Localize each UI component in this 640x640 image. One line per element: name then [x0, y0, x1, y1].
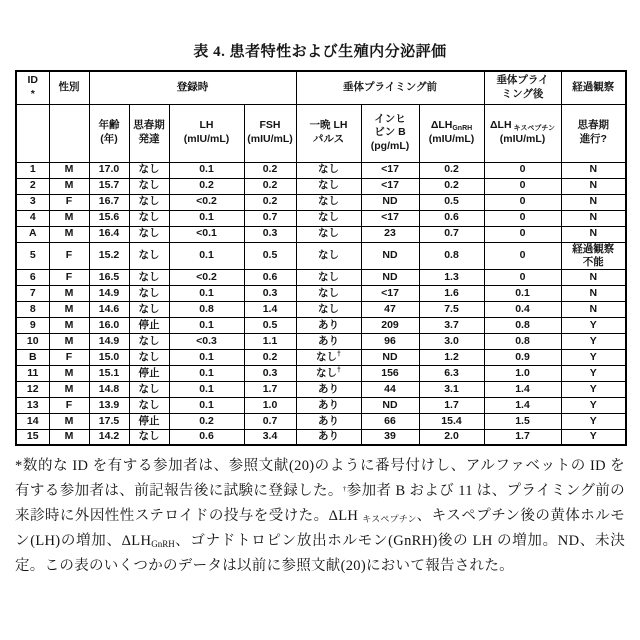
col-header-inhibin-b: インヒ ビン B (pg/mL) [361, 104, 419, 162]
cell-inhibin-b: ND [361, 242, 419, 269]
cell-fsh: 3.4 [244, 429, 296, 445]
cell-pubertal-progression: Y [561, 381, 626, 397]
cell-dlh-kisspeptin: 0 [484, 242, 561, 269]
cell-sex: M [49, 317, 89, 333]
cell-dlh-gnrh: 1.2 [419, 349, 484, 365]
cell-sex: F [49, 349, 89, 365]
dlh-gnrh-symbol: ΔLH [430, 119, 453, 132]
cell-age: 16.4 [89, 226, 129, 242]
cell-fsh: 0.2 [244, 194, 296, 210]
cell-dlh-gnrh: 2.0 [419, 429, 484, 445]
cell-inhibin-b: ND [361, 194, 419, 210]
cell-dlh-gnrh: 0.8 [419, 242, 484, 269]
cell-dlh-kisspeptin: 0 [484, 210, 561, 226]
cell-lh: 0.1 [169, 381, 244, 397]
cell-pubertal-progression: N [561, 178, 626, 194]
cell-dlh-gnrh: 0.2 [419, 178, 484, 194]
cell-overnight-lh-pulse: なし [296, 210, 361, 226]
cell-dlh-kisspeptin: 1.5 [484, 413, 561, 429]
cell-pubertal-progression: N [561, 194, 626, 210]
table-row [16, 349, 626, 365]
cell-fsh: 0.7 [244, 210, 296, 226]
cell-dlh-gnrh: 1.3 [419, 269, 484, 285]
cell-age: 14.9 [89, 285, 129, 301]
table-row [16, 397, 626, 413]
footnote-text-1: *数的な ID を有する参加者は、参照文献(20)のように番号付けし、アルファベットの ID を有する参加者は、前記報告後に試験に登録した。†参加者 B および 11 は、プライミング前の来診時に外因性性ステロイドの投与を受けた。ΔLH [15, 458, 625, 525]
cell-lh: <0.2 [169, 194, 244, 210]
cell-pubertal-progression: N [561, 162, 626, 178]
col-header-pubertal-progression: 思春期 進行? [561, 104, 626, 162]
table-row [16, 333, 626, 349]
dlh-gnrh-subscript: GnRH [452, 125, 473, 133]
cell-overnight-lh-pulse: あり [296, 333, 361, 349]
cell-id: A [16, 226, 49, 242]
cell-lh: 0.1 [169, 242, 244, 269]
cell-dlh-kisspeptin: 1.4 [484, 381, 561, 397]
col-header-pubertal-development: 思春期 発達 [129, 104, 169, 162]
cell-age: 16.5 [89, 269, 129, 285]
cell-dlh-gnrh: 0.7 [419, 226, 484, 242]
cell-lh: 0.6 [169, 429, 244, 445]
cell-pubertal-development: なし [129, 242, 169, 269]
cell-age: 15.0 [89, 349, 129, 365]
cell-pubertal-progression: Y [561, 429, 626, 445]
table-row [16, 194, 626, 210]
cell-sex: F [49, 397, 89, 413]
cell-inhibin-b: 44 [361, 381, 419, 397]
cell-dlh-gnrh: 15.4 [419, 413, 484, 429]
cell-overnight-lh-pulse: なし [296, 226, 361, 242]
patient-characteristics-table [15, 70, 627, 446]
footnote-text-3: 、ゴナドトロピン放出ホルモン(GnRH)後の LH の増加。ND、未決定。この表のいくつかのデータは以前に参照文献(20)において報告された。 [15, 533, 625, 575]
cell-inhibin-b: <17 [361, 178, 419, 194]
cell-dlh-gnrh: 1.7 [419, 397, 484, 413]
cell-pubertal-progression: Y [561, 397, 626, 413]
cell-id: 11 [16, 365, 49, 381]
cell-pubertal-development: なし [129, 429, 169, 445]
cell-fsh: 0.3 [244, 365, 296, 381]
cell-inhibin-b: <17 [361, 162, 419, 178]
cell-age: 14.8 [89, 381, 129, 397]
cell-sex: M [49, 333, 89, 349]
cell-dlh-kisspeptin: 0.1 [484, 285, 561, 301]
cell-id: 15 [16, 429, 49, 445]
cell-sex: M [49, 178, 89, 194]
cell-dlh-kisspeptin: 0.9 [484, 349, 561, 365]
cell-lh: 0.1 [169, 365, 244, 381]
cell-dlh-kisspeptin: 0 [484, 269, 561, 285]
cell-sex: M [49, 210, 89, 226]
dlh-kisspeptin-subscript: キスペプチン [513, 125, 556, 133]
col-header-dlh-gnrh [419, 104, 484, 162]
cell-pubertal-development: 停止 [129, 413, 169, 429]
col-header-fsh: FSH (mIU/mL) [244, 104, 296, 162]
cell-sex: M [49, 365, 89, 381]
cell-fsh: 0.2 [244, 178, 296, 194]
cell-pubertal-development: 停止 [129, 365, 169, 381]
table-row [16, 317, 626, 333]
cell-overnight-lh-pulse: なし† [296, 365, 361, 381]
cell-sex: F [49, 194, 89, 210]
table-row [16, 429, 626, 445]
cell-inhibin-b: ND [361, 349, 419, 365]
cell-pubertal-development: なし [129, 162, 169, 178]
cell-overnight-lh-pulse: あり [296, 381, 361, 397]
cell-dlh-kisspeptin: 1.7 [484, 429, 561, 445]
cell-pubertal-progression: N [561, 269, 626, 285]
cell-dlh-gnrh: 3.7 [419, 317, 484, 333]
cell-pubertal-development: なし [129, 333, 169, 349]
cell-dlh-gnrh: 3.1 [419, 381, 484, 397]
cell-fsh: 0.2 [244, 162, 296, 178]
cell-pubertal-progression: N [561, 226, 626, 242]
cell-inhibin-b: ND [361, 269, 419, 285]
cell-id: B [16, 349, 49, 365]
cell-fsh: 0.3 [244, 285, 296, 301]
cell-inhibin-b: 39 [361, 429, 419, 445]
cell-sex: M [49, 413, 89, 429]
cell-lh: <0.1 [169, 226, 244, 242]
cell-lh: 0.2 [169, 413, 244, 429]
cell-id: 6 [16, 269, 49, 285]
cell-id: 13 [16, 397, 49, 413]
cell-id: 5 [16, 242, 49, 269]
cell-dlh-kisspeptin: 0.4 [484, 301, 561, 317]
table-row [16, 381, 626, 397]
col-header-lh: LH (mIU/mL) [169, 104, 244, 162]
footnote-subscript-kisspeptin: キスペプチン [362, 514, 417, 525]
cell-inhibin-b: 96 [361, 333, 419, 349]
table-row [16, 285, 626, 301]
col-header-age: 年齢 (年) [89, 104, 129, 162]
cell-id: 4 [16, 210, 49, 226]
cell-sex: M [49, 226, 89, 242]
cell-pubertal-progression: Y [561, 413, 626, 429]
cell-lh: 0.1 [169, 349, 244, 365]
cell-lh: 0.1 [169, 162, 244, 178]
cell-dlh-gnrh: 0.2 [419, 162, 484, 178]
cell-age: 16.7 [89, 194, 129, 210]
cell-id: 1 [16, 162, 49, 178]
col-header-dlh-kisspeptin [484, 104, 561, 162]
cell-dlh-gnrh: 3.0 [419, 333, 484, 349]
table-row [16, 226, 626, 242]
table-row [16, 210, 626, 226]
empty-header-cell [49, 104, 89, 162]
cell-age: 15.6 [89, 210, 129, 226]
cell-dlh-kisspeptin: 1.4 [484, 397, 561, 413]
cell-overnight-lh-pulse: なし [296, 301, 361, 317]
cell-id: 12 [16, 381, 49, 397]
cell-overnight-lh-pulse: なし [296, 269, 361, 285]
cell-id: 10 [16, 333, 49, 349]
col-group-post-priming: 垂体プライ ミング後 [484, 71, 561, 104]
table-row [16, 301, 626, 317]
col-header-overnight-lh-pulse: 一晩 LH パルス [296, 104, 361, 162]
cell-sex: M [49, 162, 89, 178]
footnote-text-2: 、キスペプチン後の黄体ホルモン(LH)の増加、ΔLH [15, 508, 626, 550]
cell-fsh: 1.4 [244, 301, 296, 317]
cell-pubertal-development: なし [129, 178, 169, 194]
cell-age: 15.7 [89, 178, 129, 194]
table-footnote [15, 454, 625, 579]
cell-dlh-gnrh: 0.6 [419, 210, 484, 226]
cell-dlh-kisspeptin: 0.8 [484, 333, 561, 349]
dlh-kisspeptin-unit: (mIU/mL) [499, 133, 546, 146]
cell-id: 7 [16, 285, 49, 301]
cell-fsh: 0.5 [244, 242, 296, 269]
cell-pubertal-progression: Y [561, 365, 626, 381]
cell-dlh-gnrh: 0.5 [419, 194, 484, 210]
cell-age: 14.6 [89, 301, 129, 317]
footnote-subscript-gnrh: GnRH [151, 539, 175, 550]
cell-fsh: 0.6 [244, 269, 296, 285]
cell-lh: <0.2 [169, 269, 244, 285]
cell-age: 14.2 [89, 429, 129, 445]
cell-pubertal-development: なし [129, 301, 169, 317]
cell-inhibin-b: <17 [361, 210, 419, 226]
cell-overnight-lh-pulse: なし† [296, 349, 361, 365]
cell-fsh: 0.3 [244, 226, 296, 242]
header-row-groups [16, 71, 626, 104]
cell-pubertal-progression: Y [561, 317, 626, 333]
empty-header-cell [16, 104, 49, 162]
table-row [16, 269, 626, 285]
cell-id: 3 [16, 194, 49, 210]
cell-overnight-lh-pulse: なし [296, 162, 361, 178]
col-header-id: ID * [16, 71, 49, 104]
cell-lh: 0.1 [169, 285, 244, 301]
table-row [16, 413, 626, 429]
cell-lh: 0.8 [169, 301, 244, 317]
dlh-kisspeptin-symbol: ΔLH [490, 119, 512, 132]
cell-pubertal-development: なし [129, 194, 169, 210]
cell-fsh: 0.2 [244, 349, 296, 365]
cell-pubertal-progression: Y [561, 333, 626, 349]
cell-inhibin-b: ND [361, 397, 419, 413]
cell-dlh-kisspeptin: 0 [484, 162, 561, 178]
cell-pubertal-development: なし [129, 210, 169, 226]
cell-inhibin-b: <17 [361, 285, 419, 301]
cell-inhibin-b: 66 [361, 413, 419, 429]
cell-fsh: 1.7 [244, 381, 296, 397]
cell-age: 16.0 [89, 317, 129, 333]
cell-dlh-kisspeptin: 0 [484, 226, 561, 242]
cell-dlh-kisspeptin: 0 [484, 194, 561, 210]
cell-age: 14.9 [89, 333, 129, 349]
table-title: 表 4. 患者特性および生殖内分泌評価 [193, 44, 447, 60]
cell-pubertal-progression: Y [561, 349, 626, 365]
cell-pubertal-progression: 経過観察 不能 [561, 242, 626, 269]
cell-lh: <0.3 [169, 333, 244, 349]
cell-pubertal-development: 停止 [129, 317, 169, 333]
cell-inhibin-b: 47 [361, 301, 419, 317]
table-row [16, 242, 626, 269]
cell-age: 17.0 [89, 162, 129, 178]
cell-sex: F [49, 242, 89, 269]
cell-inhibin-b: 209 [361, 317, 419, 333]
cell-pubertal-development: なし [129, 269, 169, 285]
cell-dlh-kisspeptin: 0.8 [484, 317, 561, 333]
cell-dlh-gnrh: 7.5 [419, 301, 484, 317]
cell-pubertal-development: なし [129, 381, 169, 397]
cell-age: 15.1 [89, 365, 129, 381]
col-group-pre-priming: 垂体プライミング前 [296, 71, 484, 104]
cell-dlh-kisspeptin: 0 [484, 178, 561, 194]
table-body [16, 162, 626, 445]
cell-id: 2 [16, 178, 49, 194]
cell-overnight-lh-pulse: あり [296, 317, 361, 333]
cell-dlh-gnrh: 6.3 [419, 365, 484, 381]
cell-sex: M [49, 285, 89, 301]
cell-id: 8 [16, 301, 49, 317]
dlh-gnrh-unit: (mIU/mL) [428, 133, 475, 146]
cell-dlh-kisspeptin: 1.0 [484, 365, 561, 381]
cell-fsh: 1.0 [244, 397, 296, 413]
cell-age: 15.2 [89, 242, 129, 269]
cell-fsh: 0.7 [244, 413, 296, 429]
cell-pubertal-development: なし [129, 285, 169, 301]
cell-overnight-lh-pulse: なし [296, 285, 361, 301]
cell-pubertal-development: なし [129, 349, 169, 365]
cell-sex: F [49, 269, 89, 285]
cell-age: 17.5 [89, 413, 129, 429]
cell-inhibin-b: 23 [361, 226, 419, 242]
cell-fsh: 1.1 [244, 333, 296, 349]
cell-overnight-lh-pulse: なし [296, 178, 361, 194]
cell-sex: M [49, 381, 89, 397]
cell-overnight-lh-pulse: なし [296, 242, 361, 269]
cell-inhibin-b: 156 [361, 365, 419, 381]
cell-pubertal-development: なし [129, 397, 169, 413]
cell-sex: M [49, 429, 89, 445]
header-row-measures [16, 104, 626, 162]
cell-age: 13.9 [89, 397, 129, 413]
cell-lh: 0.1 [169, 397, 244, 413]
cell-overnight-lh-pulse: あり [296, 429, 361, 445]
table-row [16, 162, 626, 178]
cell-overnight-lh-pulse: あり [296, 413, 361, 429]
cell-sex: M [49, 301, 89, 317]
cell-lh: 0.1 [169, 317, 244, 333]
cell-lh: 0.2 [169, 178, 244, 194]
cell-pubertal-progression: N [561, 285, 626, 301]
cell-overnight-lh-pulse: あり [296, 397, 361, 413]
cell-id: 9 [16, 317, 49, 333]
cell-dlh-gnrh: 1.6 [419, 285, 484, 301]
table-row [16, 365, 626, 381]
cell-pubertal-progression: N [561, 210, 626, 226]
col-group-followup: 経過観察 [561, 71, 626, 104]
cell-overnight-lh-pulse: なし [296, 194, 361, 210]
cell-id: 14 [16, 413, 49, 429]
cell-pubertal-development: なし [129, 226, 169, 242]
cell-fsh: 0.5 [244, 317, 296, 333]
col-group-enrollment: 登録時 [89, 71, 296, 104]
cell-lh: 0.1 [169, 210, 244, 226]
col-header-sex: 性別 [49, 71, 89, 104]
table-row [16, 178, 626, 194]
cell-pubertal-progression: N [561, 301, 626, 317]
